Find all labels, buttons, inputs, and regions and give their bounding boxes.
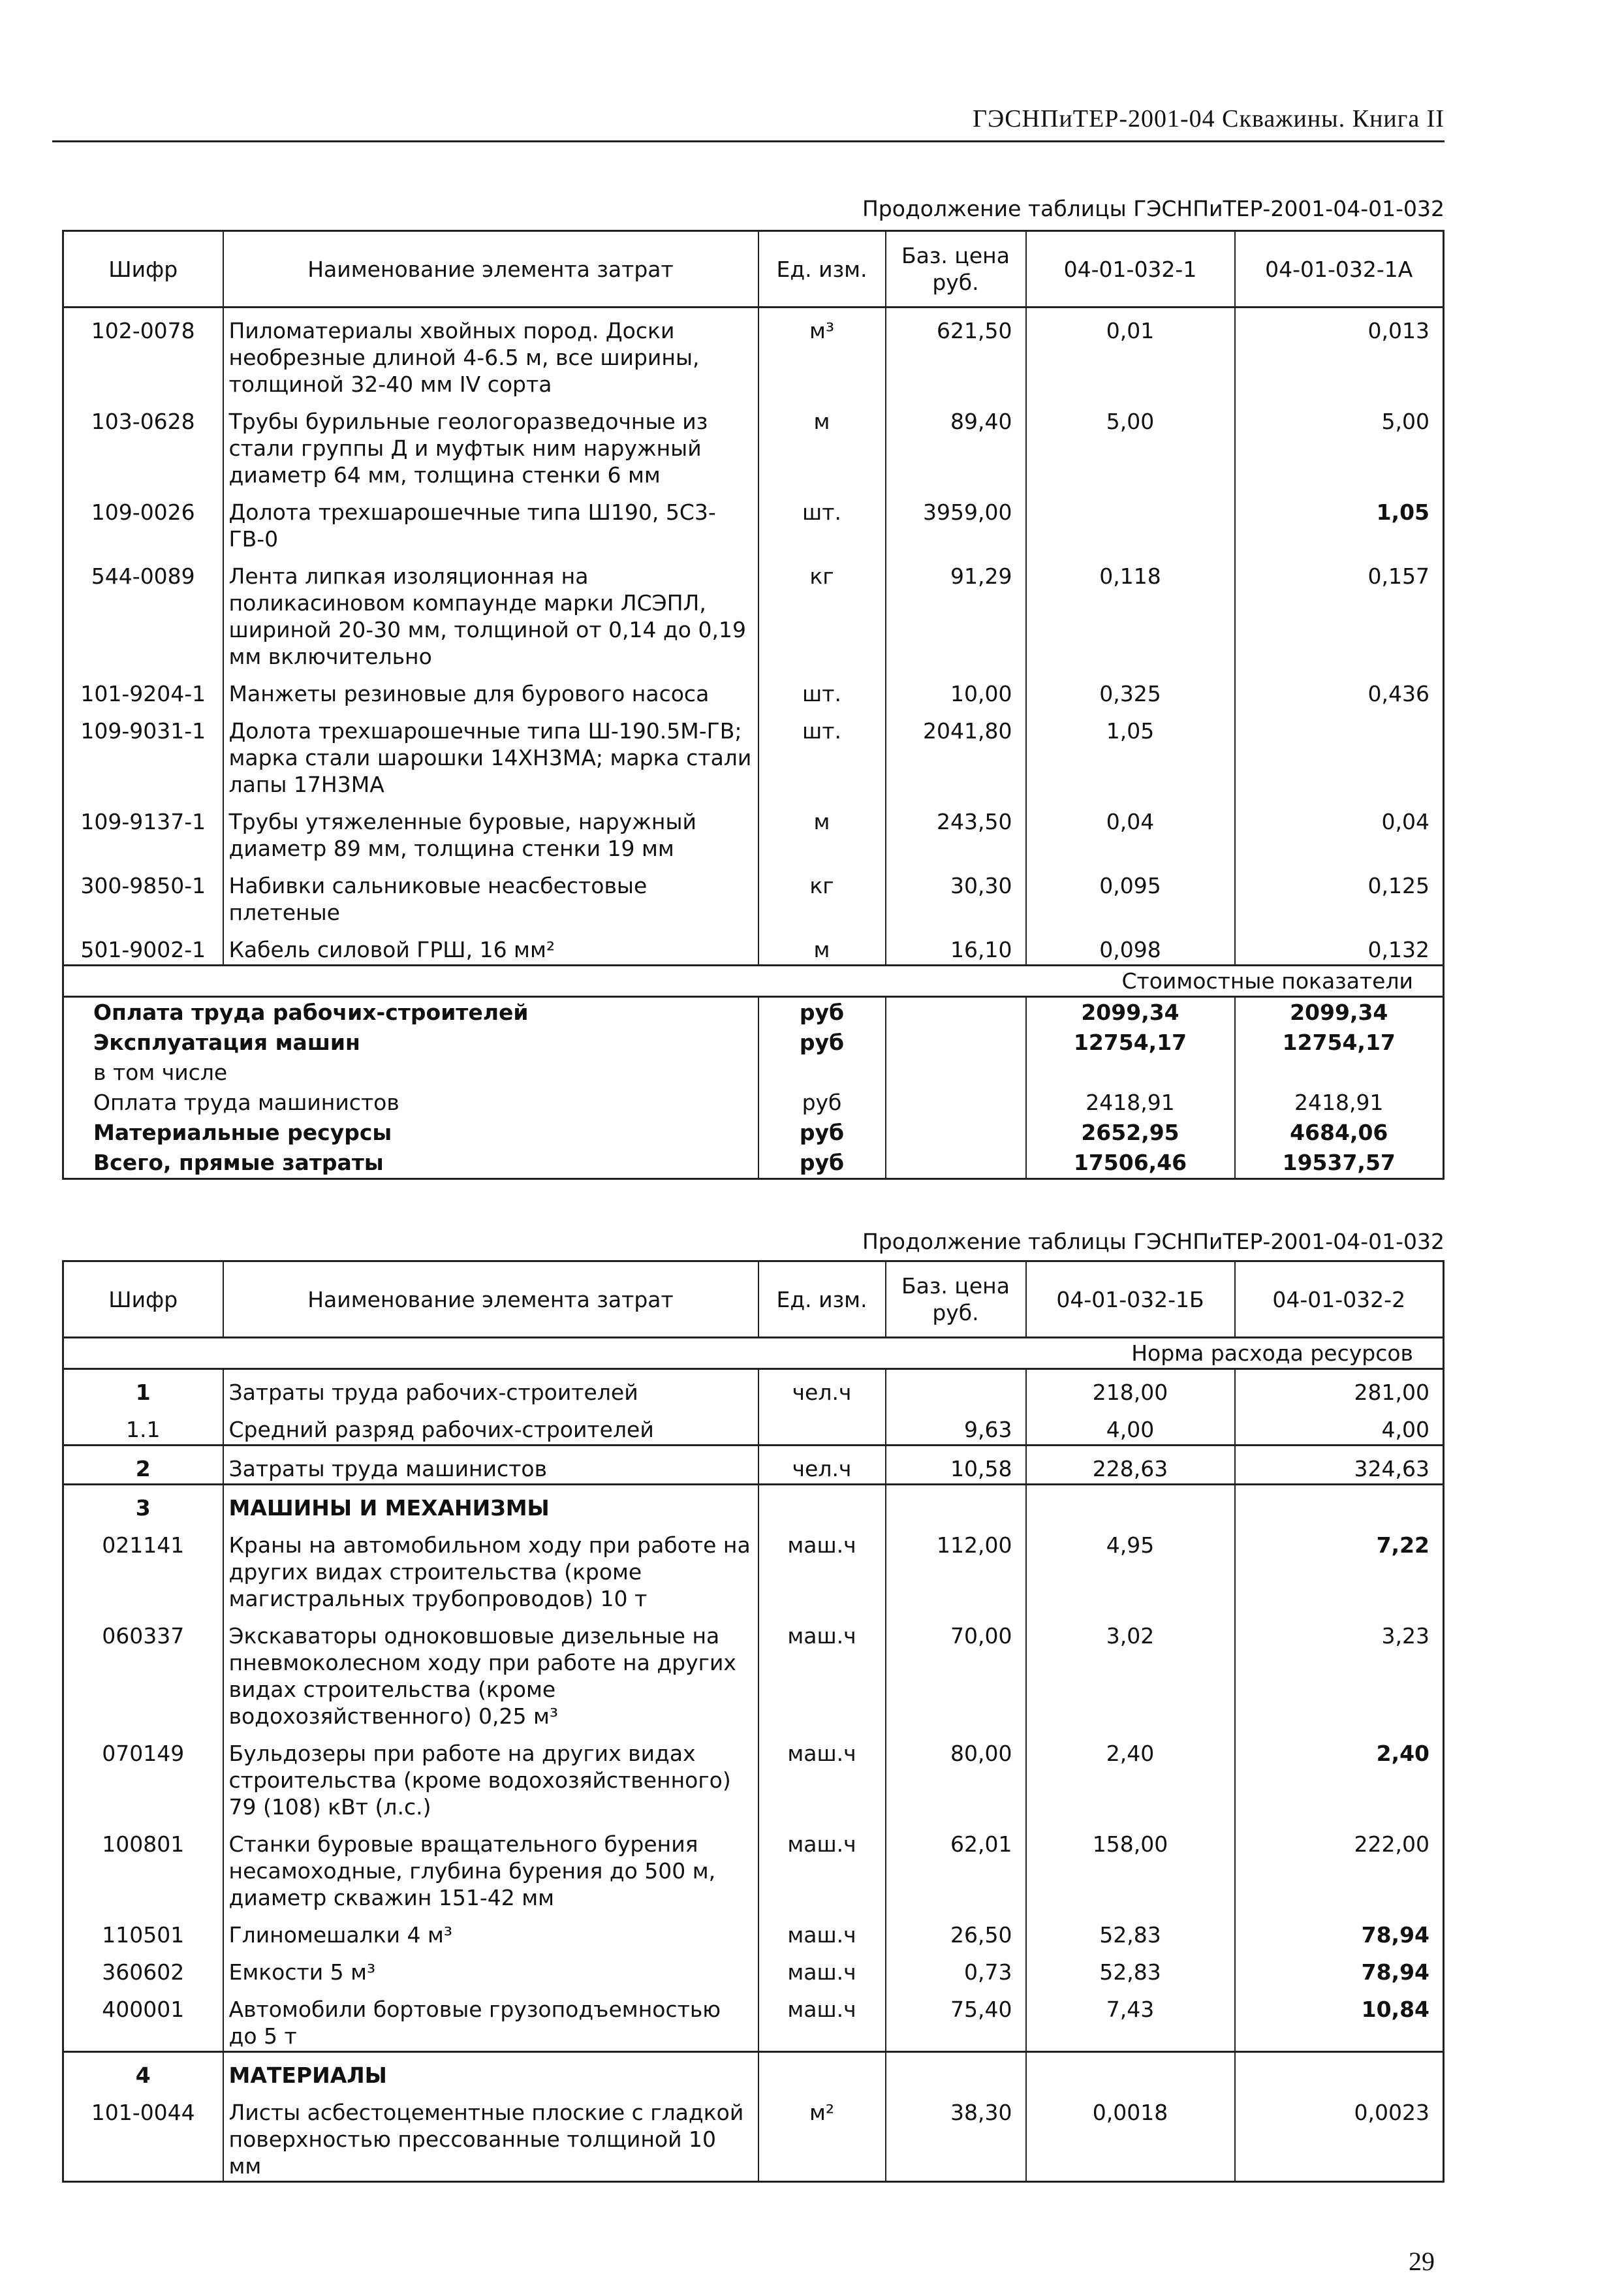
name-cell: Бульдозеры при работе на других видах строительства (кроме водохозяйственного) 79 (108) кВт (л.с.)	[223, 1731, 758, 1822]
section-row	[63, 966, 1444, 997]
price-cell: 16,10	[886, 927, 1026, 966]
table1	[62, 230, 1444, 1180]
cost-price	[886, 1088, 1026, 1118]
cost-label: в том числе	[63, 1058, 758, 1088]
code-cell: 109-9137-1	[63, 799, 223, 863]
cost-v2: 2099,34	[1235, 997, 1444, 1028]
price-cell: 62,01	[886, 1822, 1026, 1912]
cost-v1: 12754,17	[1026, 1028, 1235, 1058]
v1-cell: 52,83	[1026, 1950, 1235, 1987]
col-v1-header: 04-01-032-1Б	[1026, 1261, 1235, 1338]
v1-cell: 228,63	[1026, 1446, 1235, 1485]
v2-cell: 324,63	[1235, 1446, 1444, 1485]
code-cell: 1	[63, 1369, 223, 1408]
v1-cell: 0,0018	[1026, 2090, 1235, 2182]
price-cell: 91,29	[886, 554, 1026, 671]
code-cell: 100801	[63, 1822, 223, 1912]
price-cell: 26,50	[886, 1912, 1026, 1950]
v1-cell: 3,02	[1026, 1613, 1235, 1731]
unit-cell: шт.	[758, 490, 886, 554]
table-row	[63, 2090, 1444, 2182]
v1-cell: 0,325	[1026, 671, 1235, 708]
name-cell: Листы асбестоцементные плоские с гладкой поверхностью прессованные толщиной 10 мм	[223, 2090, 758, 2182]
code-cell: 110501	[63, 1912, 223, 1950]
name-cell: Затраты труда машинистов	[223, 1446, 758, 1485]
code-cell: 544-0089	[63, 554, 223, 671]
unit-cell: маш.ч	[758, 1613, 886, 1731]
cost-v1	[1026, 1058, 1235, 1088]
v2-cell: 0,04	[1235, 799, 1444, 863]
table-row	[63, 1613, 1444, 1731]
code-cell: 070149	[63, 1731, 223, 1822]
table-row	[63, 1407, 1444, 1446]
code-cell: 060337	[63, 1613, 223, 1731]
cost-row	[63, 1118, 1444, 1148]
v1-cell: 4,95	[1026, 1523, 1235, 1613]
v2-cell: 78,94	[1235, 1912, 1444, 1950]
name-cell: Емкости 5 м³	[223, 1950, 758, 1987]
price-cell: 70,00	[886, 1613, 1026, 1731]
table-row	[63, 308, 1444, 400]
unit-cell: маш.ч	[758, 1822, 886, 1912]
table-row	[63, 708, 1444, 799]
price-cell: 243,50	[886, 799, 1026, 863]
cost-v2: 12754,17	[1235, 1028, 1444, 1058]
table2-header-row	[63, 1261, 1444, 1338]
v2-cell: 78,94	[1235, 1950, 1444, 1987]
v1-cell: 0,01	[1026, 308, 1235, 400]
name-cell: Долота трехшарошечные типа Ш-190.5М-ГВ; марка стали шарошки 14ХН3МА; марка стали лапы 17Н3МА	[223, 708, 758, 799]
cost-label: Оплата труда машинистов	[63, 1088, 758, 1118]
price-cell	[886, 1369, 1026, 1408]
col-v2-header: 04-01-032-1А	[1235, 231, 1444, 308]
v1-cell: 52,83	[1026, 1912, 1235, 1950]
code-cell: 4	[63, 2052, 223, 2091]
table-row	[63, 1731, 1444, 1822]
unit-cell: чел.ч	[758, 1369, 886, 1408]
name-cell: Станки буровые вращательного бурения несамоходные, глубина бурения до 500 м, диаметр скважин 151-42 мм	[223, 1822, 758, 1912]
cost-row	[63, 997, 1444, 1028]
cost-v1: 2099,34	[1026, 997, 1235, 1028]
unit-cell	[758, 1485, 886, 1523]
price-cell: 2041,80	[886, 708, 1026, 799]
table-row	[63, 554, 1444, 671]
cost-price	[886, 1118, 1026, 1148]
cost-v2: 2418,91	[1235, 1088, 1444, 1118]
table-row	[63, 2052, 1444, 2091]
name-cell: Набивки сальниковые неасбестовые плетеные	[223, 863, 758, 927]
price-cell: 30,30	[886, 863, 1026, 927]
cost-v2	[1235, 1058, 1444, 1088]
code-cell: 109-0026	[63, 490, 223, 554]
v2-cell: 0,436	[1235, 671, 1444, 708]
table-row	[63, 1822, 1444, 1912]
cost-label: Материальные ресурсы	[63, 1118, 758, 1148]
v2-cell: 5,00	[1235, 399, 1444, 490]
cost-label: Эксплуатация машин	[63, 1028, 758, 1058]
table-row	[63, 1523, 1444, 1613]
unit-cell: маш.ч	[758, 1912, 886, 1950]
v1-cell: 0,095	[1026, 863, 1235, 927]
v1-cell: 5,00	[1026, 399, 1235, 490]
v1-cell: 7,43	[1026, 1987, 1235, 2052]
table2	[62, 1260, 1444, 2183]
v2-cell	[1235, 708, 1444, 799]
page-header-title: ГЭСНПиТЕР-2001-04 Скважины. Книга II	[973, 105, 1444, 133]
cost-row	[63, 1058, 1444, 1088]
table1-header-row	[63, 231, 1444, 308]
v2-cell: 1,05	[1235, 490, 1444, 554]
unit-cell: маш.ч	[758, 1731, 886, 1822]
v2-cell: 0,125	[1235, 863, 1444, 927]
table-row	[63, 1369, 1444, 1408]
name-cell: Краны на автомобильном ходу при работе на других видах строительства (кроме магистральных трубопроводов) 10 т	[223, 1523, 758, 1613]
table-row	[63, 1950, 1444, 1987]
price-cell: 621,50	[886, 308, 1026, 400]
v2-cell: 0,157	[1235, 554, 1444, 671]
col-price-header: Баз. цена руб.	[886, 231, 1026, 308]
col-name-header: Наименование элемента затрат	[223, 1261, 758, 1338]
v2-cell: 3,23	[1235, 1613, 1444, 1731]
section-row	[63, 1338, 1444, 1369]
name-cell: Глиномешалки 4 м³	[223, 1912, 758, 1950]
cost-v1: 17506,46	[1026, 1148, 1235, 1179]
col-v1-header: 04-01-032-1	[1026, 231, 1235, 308]
unit-cell: шт.	[758, 708, 886, 799]
name-cell: Долота трехшарошечные типа Ш190, 5С3-ГВ-0	[223, 490, 758, 554]
cost-price	[886, 997, 1026, 1028]
price-cell: 75,40	[886, 1987, 1026, 2052]
cost-v1: 2652,95	[1026, 1118, 1235, 1148]
cost-unit: руб	[758, 997, 886, 1028]
name-cell: Пиломатериалы хвойных пород. Доски необрезные длиной 4-6.5 м, все ширины, толщиной 32-40 мм IV сорта	[223, 308, 758, 400]
cost-label: Всего, прямые затраты	[63, 1148, 758, 1179]
name-cell: Экскаваторы одноковшовые дизельные на пневмоколесном ходу при работе на других видах строительства (кроме водохозяйственного) 0,25 м³	[223, 1613, 758, 1731]
v1-cell: 0,118	[1026, 554, 1235, 671]
v1-cell: 4,00	[1026, 1407, 1235, 1446]
name-cell: МАШИНЫ И МЕХАНИЗМЫ	[223, 1485, 758, 1523]
unit-cell: кг	[758, 863, 886, 927]
price-cell: 9,63	[886, 1407, 1026, 1446]
cost-v2: 4684,06	[1235, 1118, 1444, 1148]
col-code-header: Шифр	[63, 231, 223, 308]
table-row	[63, 490, 1444, 554]
col-v2-header: 04-01-032-2	[1235, 1261, 1444, 1338]
cost-unit: руб	[758, 1028, 886, 1058]
unit-cell: м	[758, 799, 886, 863]
table-row	[63, 1446, 1444, 1485]
table-row	[63, 1485, 1444, 1523]
code-cell: 021141	[63, 1523, 223, 1613]
table-row	[63, 863, 1444, 927]
name-cell: МАТЕРИАЛЫ	[223, 2052, 758, 2091]
unit-cell: маш.ч	[758, 1950, 886, 1987]
col-name-header: Наименование элемента затрат	[223, 231, 758, 308]
v1-cell: 2,40	[1026, 1731, 1235, 1822]
col-code-header: Шифр	[63, 1261, 223, 1338]
v2-cell: 7,22	[1235, 1523, 1444, 1613]
v1-cell	[1026, 2052, 1235, 2091]
cost-price	[886, 1058, 1026, 1088]
price-cell: 3959,00	[886, 490, 1026, 554]
unit-cell: м²	[758, 2090, 886, 2182]
name-cell: Трубы утяжеленные буровые, наружный диаметр 89 мм, толщина стенки 19 мм	[223, 799, 758, 863]
section-label: Стоимостные показатели	[63, 966, 1444, 997]
name-cell: Трубы бурильные геологоразведочные из стали группы Д и муфтык ним наружный диаметр 64 мм, толщина стенки 6 мм	[223, 399, 758, 490]
code-cell: 400001	[63, 1987, 223, 2052]
cost-unit: руб	[758, 1118, 886, 1148]
code-cell: 501-9002-1	[63, 927, 223, 966]
unit-cell: кг	[758, 554, 886, 671]
code-cell: 101-0044	[63, 2090, 223, 2182]
price-cell: 0,73	[886, 1950, 1026, 1987]
unit-cell: м³	[758, 308, 886, 400]
v1-cell	[1026, 490, 1235, 554]
code-cell: 3	[63, 1485, 223, 1523]
v2-cell	[1235, 1485, 1444, 1523]
code-cell: 300-9850-1	[63, 863, 223, 927]
col-unit-header: Ед. изм.	[758, 231, 886, 308]
price-cell: 89,40	[886, 399, 1026, 490]
v2-cell: 0,013	[1235, 308, 1444, 400]
v1-cell	[1026, 1485, 1235, 1523]
table-row	[63, 799, 1444, 863]
code-cell: 103-0628	[63, 399, 223, 490]
unit-cell: маш.ч	[758, 1523, 886, 1613]
v2-cell: 0,132	[1235, 927, 1444, 966]
cost-row	[63, 1088, 1444, 1118]
price-cell: 112,00	[886, 1523, 1026, 1613]
unit-cell: маш.ч	[758, 1987, 886, 2052]
code-cell: 109-9031-1	[63, 708, 223, 799]
v2-cell: 10,84	[1235, 1987, 1444, 2052]
cost-unit: руб	[758, 1088, 886, 1118]
header-rule	[52, 140, 1444, 142]
cost-row	[63, 1028, 1444, 1058]
name-cell: Кабель силовой ГРШ, 16 мм²	[223, 927, 758, 966]
cost-price	[886, 1148, 1026, 1179]
page-number: 29	[1409, 2247, 1435, 2276]
cost-label: Оплата труда рабочих-строителей	[63, 997, 758, 1028]
name-cell: Лента липкая изоляционная на поликасиновом компаунде марки ЛСЭПЛ, шириной 20-30 мм, толщиной от 0,14 до 0,19 мм включительно	[223, 554, 758, 671]
v1-cell: 1,05	[1026, 708, 1235, 799]
unit-cell	[758, 2052, 886, 2091]
name-cell: Средний разряд рабочих-строителей	[223, 1407, 758, 1446]
v2-cell: 4,00	[1235, 1407, 1444, 1446]
table2-body	[63, 1338, 1444, 2182]
cost-unit: руб	[758, 1148, 886, 1179]
price-cell: 10,58	[886, 1446, 1026, 1485]
price-cell	[886, 1485, 1026, 1523]
table-row	[63, 399, 1444, 490]
unit-cell: шт.	[758, 671, 886, 708]
code-cell: 1.1	[63, 1407, 223, 1446]
table-row	[63, 671, 1444, 708]
code-cell: 102-0078	[63, 308, 223, 400]
table1-body	[63, 308, 1444, 1179]
price-cell	[886, 2052, 1026, 2091]
table-row	[63, 927, 1444, 966]
table2-caption: Продолжение таблицы ГЭСНПиТЕР-2001-04-01-032	[862, 1229, 1444, 1254]
price-cell: 80,00	[886, 1731, 1026, 1822]
v2-cell: 281,00	[1235, 1369, 1444, 1408]
price-cell: 10,00	[886, 671, 1026, 708]
cost-v2: 19537,57	[1235, 1148, 1444, 1179]
price-cell: 38,30	[886, 2090, 1026, 2182]
col-unit-header: Ед. изм.	[758, 1261, 886, 1338]
v1-cell: 0,098	[1026, 927, 1235, 966]
col-price-header: Баз. цена руб.	[886, 1261, 1026, 1338]
code-cell: 2	[63, 1446, 223, 1485]
v2-cell	[1235, 2052, 1444, 2091]
code-cell: 360602	[63, 1950, 223, 1987]
code-cell: 101-9204-1	[63, 671, 223, 708]
table-row	[63, 1987, 1444, 2052]
v1-cell: 0,04	[1026, 799, 1235, 863]
v2-cell: 2,40	[1235, 1731, 1444, 1822]
name-cell: Затраты труда рабочих-строителей	[223, 1369, 758, 1408]
v2-cell: 0,0023	[1235, 2090, 1444, 2182]
v1-cell: 218,00	[1026, 1369, 1235, 1408]
table-row	[63, 1912, 1444, 1950]
unit-cell: м	[758, 399, 886, 490]
unit-cell: чел.ч	[758, 1446, 886, 1485]
v1-cell: 158,00	[1026, 1822, 1235, 1912]
table1-caption: Продолжение таблицы ГЭСНПиТЕР-2001-04-01-032	[862, 196, 1444, 221]
cost-price	[886, 1028, 1026, 1058]
v2-cell: 222,00	[1235, 1822, 1444, 1912]
cost-v1: 2418,91	[1026, 1088, 1235, 1118]
name-cell: Манжеты резиновые для бурового насоса	[223, 671, 758, 708]
unit-cell	[758, 1407, 886, 1446]
section-label: Норма расхода ресурсов	[63, 1338, 1444, 1369]
cost-unit	[758, 1058, 886, 1088]
name-cell: Автомобили бортовые грузоподъемностью до 5 т	[223, 1987, 758, 2052]
cost-row	[63, 1148, 1444, 1179]
unit-cell: м	[758, 927, 886, 966]
